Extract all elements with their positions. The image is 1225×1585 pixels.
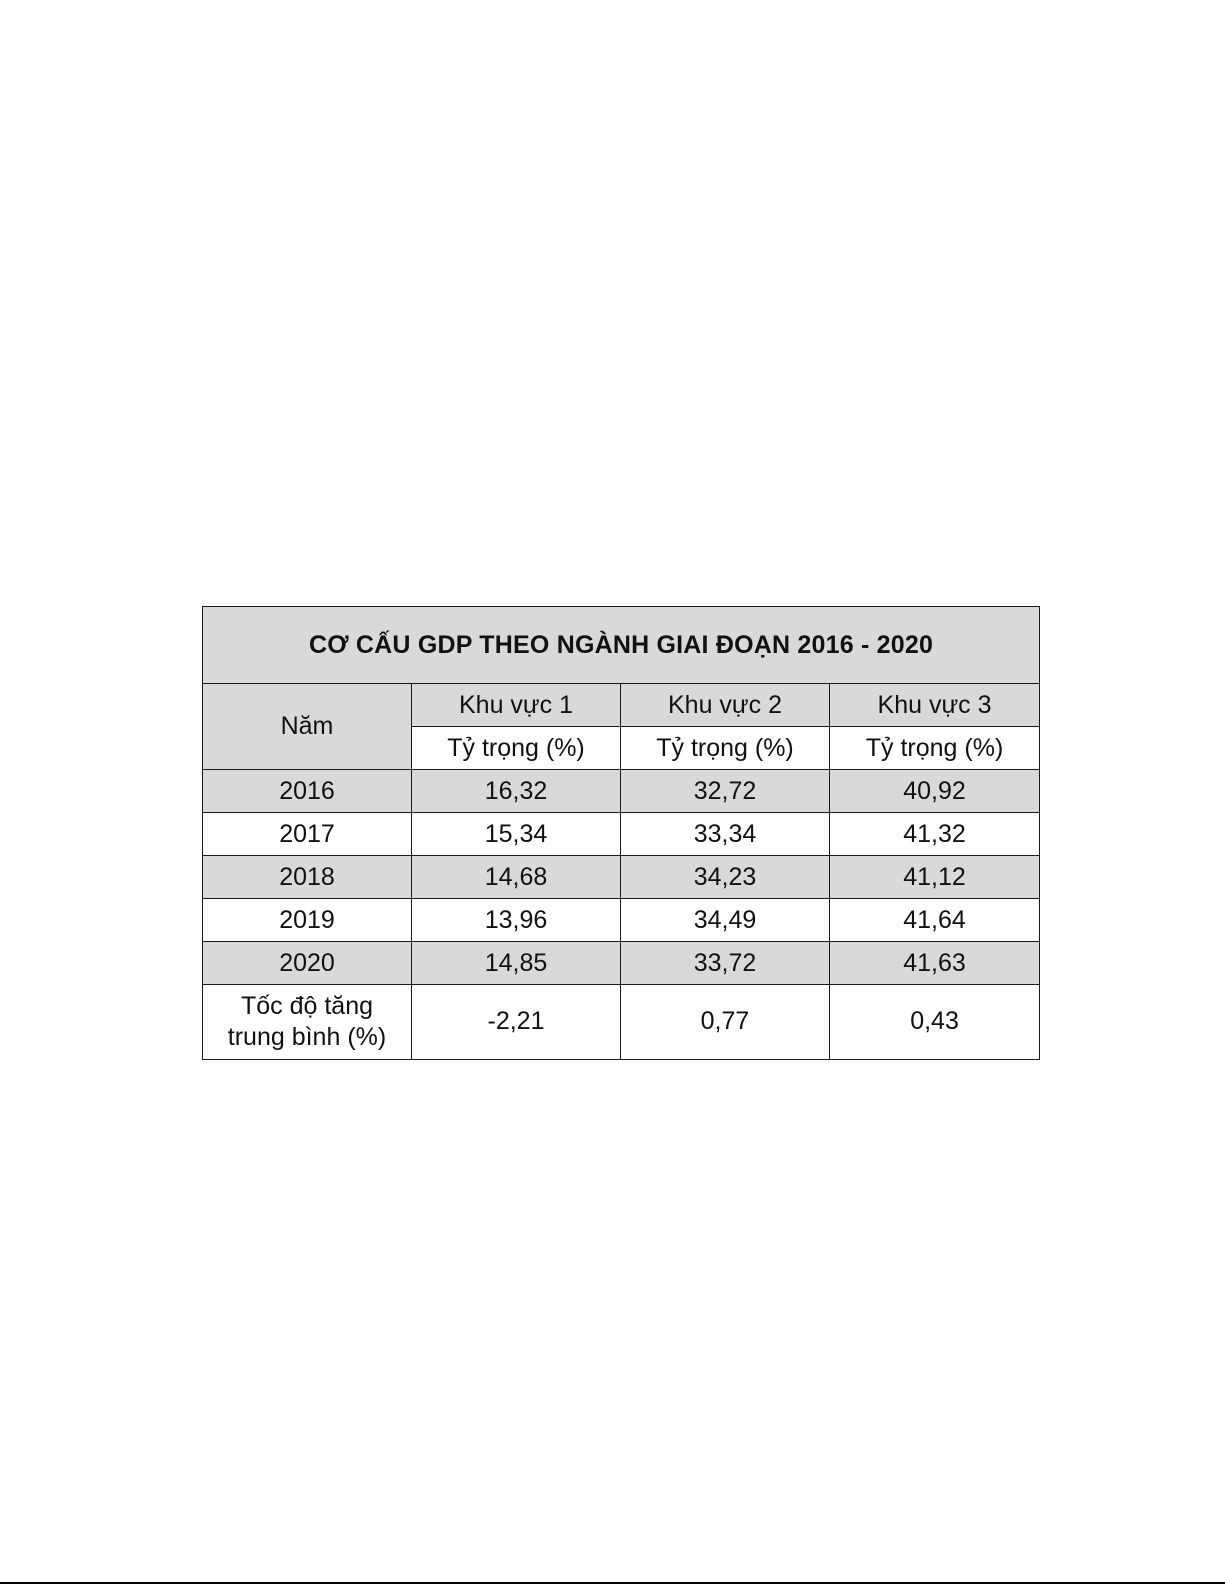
- average-growth-value: 0,77: [621, 985, 830, 1060]
- sector-header-3: Khu vực 3: [830, 684, 1040, 727]
- gdp-structure-table: [202, 606, 1040, 1060]
- table-row: [203, 899, 1040, 942]
- value-cell: 41,63: [830, 942, 1040, 985]
- page-bottom-rule: [0, 1582, 1225, 1584]
- value-cell: 33,72: [621, 942, 830, 985]
- value-cell: 14,85: [412, 942, 621, 985]
- value-cell: 40,92: [830, 770, 1040, 813]
- year-column-header: Năm: [203, 684, 412, 770]
- year-cell: 2017: [203, 813, 412, 856]
- year-cell: 2016: [203, 770, 412, 813]
- value-cell: 34,49: [621, 899, 830, 942]
- value-cell: 14,68: [412, 856, 621, 899]
- value-cell: 41,12: [830, 856, 1040, 899]
- average-growth-label-line2: trung bình (%): [227, 1023, 387, 1051]
- average-growth-value: 0,43: [830, 985, 1040, 1060]
- table-row: [203, 770, 1040, 813]
- value-cell: 33,34: [621, 813, 830, 856]
- share-subheader-1: Tỷ trọng (%): [412, 727, 621, 770]
- year-cell: 2018: [203, 856, 412, 899]
- average-growth-row: [203, 985, 1040, 1060]
- table-row: [203, 942, 1040, 985]
- table-row: [203, 813, 1040, 856]
- value-cell: 15,34: [412, 813, 621, 856]
- value-cell: 41,32: [830, 813, 1040, 856]
- value-cell: 16,32: [412, 770, 621, 813]
- table-row: [203, 856, 1040, 899]
- average-growth-value: -2,21: [412, 985, 621, 1060]
- average-growth-label: [203, 985, 412, 1060]
- share-subheader-2: Tỷ trọng (%): [621, 727, 830, 770]
- table-title: CƠ CẤU GDP THEO NGÀNH GIAI ĐOẠN 2016 - 2020: [203, 607, 1040, 684]
- year-cell: 2020: [203, 942, 412, 985]
- value-cell: 32,72: [621, 770, 830, 813]
- year-cell: 2019: [203, 899, 412, 942]
- value-cell: 13,96: [412, 899, 621, 942]
- value-cell: 41,64: [830, 899, 1040, 942]
- value-cell: 34,23: [621, 856, 830, 899]
- share-subheader-3: Tỷ trọng (%): [830, 727, 1040, 770]
- sector-header-1: Khu vực 1: [412, 684, 621, 727]
- average-growth-label-line1: Tốc độ tăng: [240, 991, 374, 1020]
- sector-header-2: Khu vực 2: [621, 684, 830, 727]
